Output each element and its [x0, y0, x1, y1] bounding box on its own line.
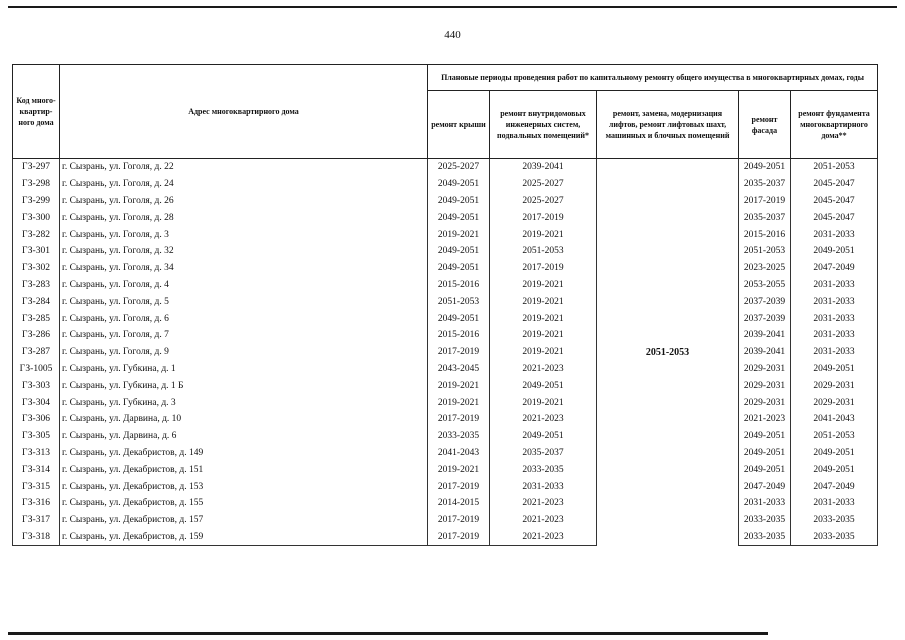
cell-address: г. Сызрань, ул. Гоголя, д. 24 [60, 176, 428, 193]
cell-roof: 2019-2021 [428, 394, 490, 411]
header-systems: ремонт внутридомовых инженерных систем, подвальных помещений* [490, 91, 597, 159]
table-row [13, 159, 878, 176]
cell-systems: 2021-2023 [490, 529, 597, 546]
cell-facade: 2031-2033 [739, 495, 791, 512]
cell-code: ГЗ-1005 [13, 361, 60, 378]
cell-foundation: 2045-2047 [791, 193, 878, 210]
header-facade: ремонт фасада [739, 91, 791, 159]
cell-lifts-merged: 2051-2053 [597, 159, 739, 546]
cell-code: ГЗ-298 [13, 176, 60, 193]
cell-code: ГЗ-318 [13, 529, 60, 546]
cell-foundation: 2031-2033 [791, 277, 878, 294]
page-number: 440 [444, 29, 461, 41]
cell-foundation: 2041-2043 [791, 411, 878, 428]
header-foundation: ремонт фундамента многоквартирного дома** [791, 91, 878, 159]
cell-roof: 2049-2051 [428, 243, 490, 260]
cell-address: г. Сызрань, ул. Гоголя, д. 3 [60, 226, 428, 243]
cell-code: ГЗ-297 [13, 159, 60, 176]
cell-facade: 2039-2041 [739, 344, 791, 361]
header-address: Адрес многоквартирного дома [60, 65, 428, 159]
table-row [13, 209, 878, 226]
cell-facade: 2017-2019 [739, 193, 791, 210]
table-row [13, 226, 878, 243]
cell-address: г. Сызрань, ул. Декабристов, д. 157 [60, 512, 428, 529]
cell-address: г. Сызрань, ул. Гоголя, д. 28 [60, 209, 428, 226]
cell-systems: 2049-2051 [490, 377, 597, 394]
cell-foundation: 2033-2035 [791, 512, 878, 529]
cell-roof: 2043-2045 [428, 361, 490, 378]
cell-address: г. Сызрань, ул. Гоголя, д. 32 [60, 243, 428, 260]
cell-code: ГЗ-283 [13, 277, 60, 294]
cell-foundation: 2031-2033 [791, 495, 878, 512]
cell-code: ГЗ-314 [13, 461, 60, 478]
cell-roof: 2019-2021 [428, 377, 490, 394]
cell-facade: 2053-2055 [739, 277, 791, 294]
cell-foundation: 2031-2033 [791, 293, 878, 310]
cell-facade: 2047-2049 [739, 478, 791, 495]
cell-address: г. Сызрань, ул. Гоголя, д. 22 [60, 159, 428, 176]
cell-address: г. Сызрань, ул. Губкина, д. 1 [60, 361, 428, 378]
cell-address: г. Сызрань, ул. Гоголя, д. 5 [60, 293, 428, 310]
cell-systems: 2025-2027 [490, 176, 597, 193]
cell-systems: 2019-2021 [490, 327, 597, 344]
table-row [13, 260, 878, 277]
cell-facade: 2023-2025 [739, 260, 791, 277]
cell-roof: 2019-2021 [428, 226, 490, 243]
cell-roof: 2025-2027 [428, 159, 490, 176]
cell-roof: 2051-2053 [428, 293, 490, 310]
cell-foundation: 2029-2031 [791, 377, 878, 394]
cell-facade: 2029-2031 [739, 377, 791, 394]
cell-facade: 2037-2039 [739, 310, 791, 327]
table-row [13, 344, 878, 361]
cell-address: г. Сызрань, ул. Гоголя, д. 6 [60, 310, 428, 327]
cell-roof: 2017-2019 [428, 411, 490, 428]
cell-address: г. Сызрань, ул. Дарвина, д. 6 [60, 428, 428, 445]
cell-code: ГЗ-286 [13, 327, 60, 344]
cell-facade: 2033-2035 [739, 512, 791, 529]
header-planned-periods: Плановые периоды проведения работ по капитальному ремонту общего имущества в многоквартирных домах, годы [428, 65, 878, 91]
cell-address: г. Сызрань, ул. Дарвина, д. 10 [60, 411, 428, 428]
cell-code: ГЗ-302 [13, 260, 60, 277]
header-lifts: ремонт, замена, модернизация лифтов, ремонт лифтовых шахт, машинных и блочных помещений [597, 91, 739, 159]
cell-foundation: 2033-2035 [791, 529, 878, 546]
cell-systems: 2021-2023 [490, 361, 597, 378]
table-row [13, 243, 878, 260]
cell-systems: 2019-2021 [490, 277, 597, 294]
cell-facade: 2035-2037 [739, 176, 791, 193]
table-row [13, 277, 878, 294]
cell-roof: 2019-2021 [428, 461, 490, 478]
cell-systems: 2025-2027 [490, 193, 597, 210]
cell-facade: 2035-2037 [739, 209, 791, 226]
cell-address: г. Сызрань, ул. Декабристов, д. 159 [60, 529, 428, 546]
cell-systems: 2021-2023 [490, 495, 597, 512]
cell-systems: 2021-2023 [490, 512, 597, 529]
cell-roof: 2015-2016 [428, 327, 490, 344]
cell-facade: 2049-2051 [739, 461, 791, 478]
cell-facade: 2021-2023 [739, 411, 791, 428]
table-row [13, 461, 878, 478]
cell-systems: 2033-2035 [490, 461, 597, 478]
cell-systems: 2019-2021 [490, 226, 597, 243]
cell-address: г. Сызрань, ул. Декабристов, д. 149 [60, 445, 428, 462]
cell-code: ГЗ-301 [13, 243, 60, 260]
cell-systems: 2019-2021 [490, 394, 597, 411]
table-row [13, 394, 878, 411]
cell-facade: 2029-2031 [739, 394, 791, 411]
cell-address: г. Сызрань, ул. Гоголя, д. 26 [60, 193, 428, 210]
cell-code: ГЗ-317 [13, 512, 60, 529]
cell-systems: 2017-2019 [490, 209, 597, 226]
table-row [13, 445, 878, 462]
cell-address: г. Сызрань, ул. Гоголя, д. 9 [60, 344, 428, 361]
cell-systems: 2039-2041 [490, 159, 597, 176]
table-row [13, 495, 878, 512]
table-row [13, 327, 878, 344]
cell-code: ГЗ-304 [13, 394, 60, 411]
table-row [13, 529, 878, 546]
table-row [13, 478, 878, 495]
cell-roof: 2017-2019 [428, 512, 490, 529]
cell-foundation: 2045-2047 [791, 176, 878, 193]
cell-systems: 2049-2051 [490, 428, 597, 445]
cell-code: ГЗ-287 [13, 344, 60, 361]
cell-code: ГЗ-300 [13, 209, 60, 226]
bottom-border-line [8, 632, 768, 635]
cell-roof: 2049-2051 [428, 176, 490, 193]
cell-roof: 2014-2015 [428, 495, 490, 512]
cell-code: ГЗ-316 [13, 495, 60, 512]
cell-roof: 2049-2051 [428, 260, 490, 277]
cell-foundation: 2051-2053 [791, 428, 878, 445]
table-header [13, 65, 878, 159]
cell-address: г. Сызрань, ул. Губкина, д. 1 Б [60, 377, 428, 394]
table-row [13, 193, 878, 210]
cell-roof: 2033-2035 [428, 428, 490, 445]
top-border-line [8, 6, 897, 8]
cell-code: ГЗ-315 [13, 478, 60, 495]
cell-systems: 2031-2033 [490, 478, 597, 495]
cell-roof: 2017-2019 [428, 344, 490, 361]
cell-foundation: 2031-2033 [791, 327, 878, 344]
cell-facade: 2033-2035 [739, 529, 791, 546]
table-row [13, 293, 878, 310]
cell-roof: 2049-2051 [428, 310, 490, 327]
cell-code: ГЗ-285 [13, 310, 60, 327]
cell-foundation: 2047-2049 [791, 260, 878, 277]
cell-foundation: 2029-2031 [791, 394, 878, 411]
cell-foundation: 2031-2033 [791, 344, 878, 361]
cell-facade: 2037-2039 [739, 293, 791, 310]
cell-facade: 2015-2016 [739, 226, 791, 243]
cell-code: ГЗ-299 [13, 193, 60, 210]
cell-address: г. Сызрань, ул. Гоголя, д. 34 [60, 260, 428, 277]
cell-foundation: 2049-2051 [791, 445, 878, 462]
table-row [13, 176, 878, 193]
cell-address: г. Сызрань, ул. Гоголя, д. 4 [60, 277, 428, 294]
cell-roof: 2015-2016 [428, 277, 490, 294]
header-roof: ремонт крыши [428, 91, 490, 159]
table-row [13, 310, 878, 327]
cell-systems: 2051-2053 [490, 243, 597, 260]
cell-roof: 2041-2043 [428, 445, 490, 462]
cell-facade: 2051-2053 [739, 243, 791, 260]
cell-code: ГЗ-305 [13, 428, 60, 445]
table-row [13, 428, 878, 445]
cell-foundation: 2045-2047 [791, 209, 878, 226]
cell-address: г. Сызрань, ул. Губкина, д. 3 [60, 394, 428, 411]
cell-address: г. Сызрань, ул. Гоголя, д. 7 [60, 327, 428, 344]
table-row [13, 377, 878, 394]
cell-facade: 2029-2031 [739, 361, 791, 378]
cell-foundation: 2049-2051 [791, 243, 878, 260]
cell-systems: 2019-2021 [490, 310, 597, 327]
cell-roof: 2017-2019 [428, 529, 490, 546]
cell-foundation: 2031-2033 [791, 226, 878, 243]
cell-systems: 2035-2037 [490, 445, 597, 462]
cell-address: г. Сызрань, ул. Декабристов, д. 151 [60, 461, 428, 478]
table-row [13, 361, 878, 378]
cell-roof: 2049-2051 [428, 193, 490, 210]
cell-address: г. Сызрань, ул. Декабристов, д. 155 [60, 495, 428, 512]
cell-roof: 2049-2051 [428, 209, 490, 226]
capital-repair-schedule-table [12, 64, 878, 546]
cell-code: ГЗ-306 [13, 411, 60, 428]
header-code: Код много-квартир-ного дома [13, 65, 60, 159]
cell-address: г. Сызрань, ул. Декабристов, д. 153 [60, 478, 428, 495]
table-row [13, 411, 878, 428]
cell-facade: 2049-2051 [739, 428, 791, 445]
cell-roof: 2017-2019 [428, 478, 490, 495]
cell-foundation: 2049-2051 [791, 461, 878, 478]
cell-code: ГЗ-282 [13, 226, 60, 243]
table-row [13, 512, 878, 529]
cell-systems: 2017-2019 [490, 260, 597, 277]
cell-systems: 2019-2021 [490, 293, 597, 310]
cell-code: ГЗ-284 [13, 293, 60, 310]
cell-facade: 2049-2051 [739, 159, 791, 176]
cell-foundation: 2047-2049 [791, 478, 878, 495]
cell-systems: 2019-2021 [490, 344, 597, 361]
cell-foundation: 2031-2033 [791, 310, 878, 327]
table-body [13, 159, 878, 546]
cell-facade: 2039-2041 [739, 327, 791, 344]
cell-facade: 2049-2051 [739, 445, 791, 462]
cell-code: ГЗ-303 [13, 377, 60, 394]
cell-systems: 2021-2023 [490, 411, 597, 428]
cell-foundation: 2051-2053 [791, 159, 878, 176]
cell-code: ГЗ-313 [13, 445, 60, 462]
cell-foundation: 2049-2051 [791, 361, 878, 378]
